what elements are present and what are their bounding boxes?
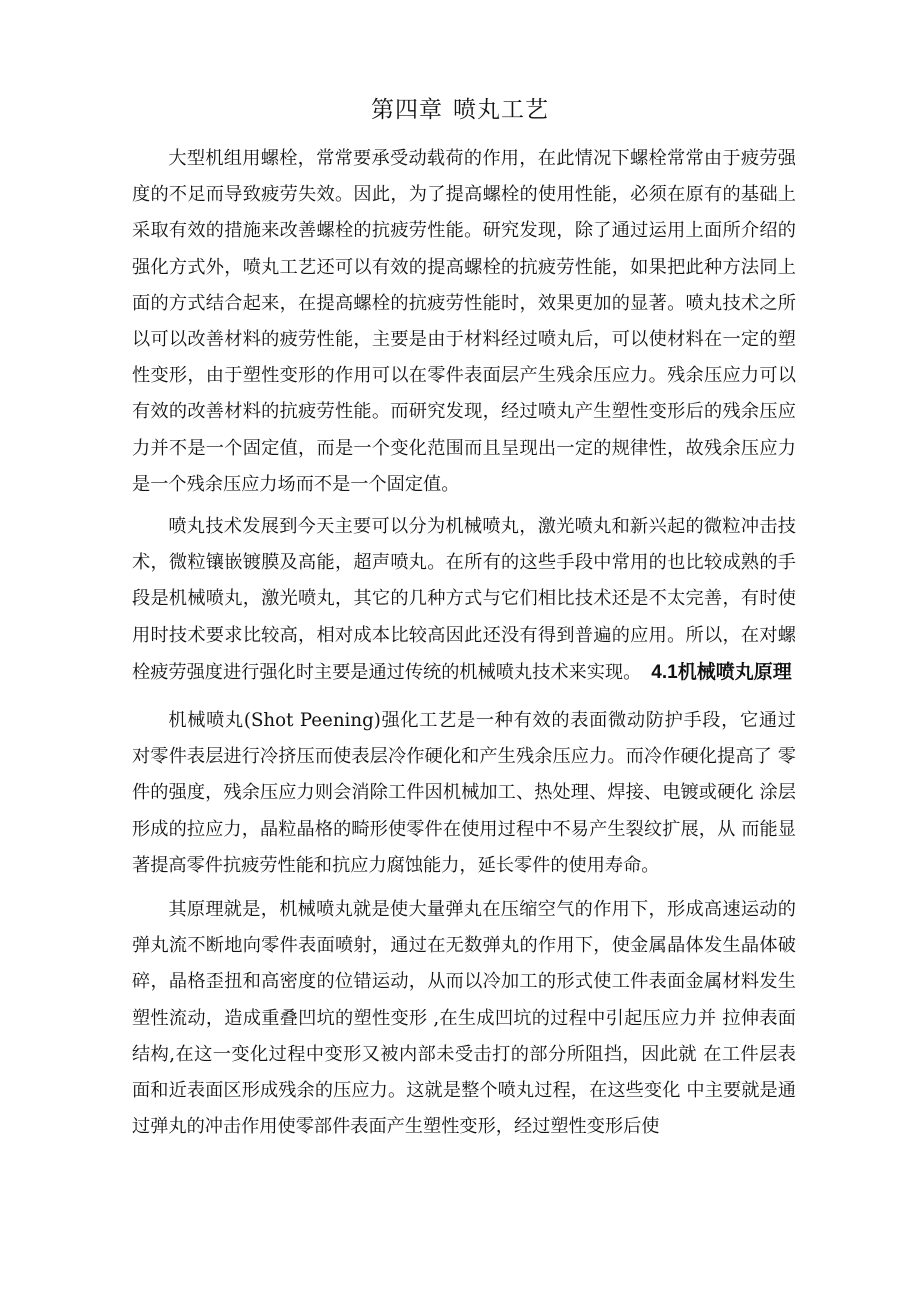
document-body xyxy=(132,141,796,1145)
section-title: 机械喷丸原理 xyxy=(677,660,792,683)
section-heading xyxy=(651,661,791,683)
paragraph-intro: 大型机组用螺栓，常常要承受动载荷的作用，在此情况下螺栓常常由于疲劳强度的不足而导致疲劳失效。因此，为了提高螺栓的使用性能，必须在原有的基础上采取有效的措施来改善螺栓的抗疲劳性能。研究发现，除了通过运用上面所介绍的强化方式外，喷丸工艺还可以有效的提高螺栓的抗疲劳性能，如果把此种方法同上面的方式结合起来，在提高螺栓的抗疲劳性能时，效果更加的显著。喷丸技术之所以可以改善材料的疲劳性能，主要是由于材料经过喷丸后，可以使材料在一定的塑性变形，由于塑性变形的作用可以在零件表面层产生残余压应力。残余压应力可以有效的改善材料的抗疲劳性能。而研究发现，经过喷丸产生塑性变形后的残余压应力并不是一个固定值，而是一个变化范围而且呈现出一定的规律性，故残余压应力是一个残余压应力场而不是一个固定值。 xyxy=(132,148,796,495)
paragraph-techniques-text: 喷丸技术发展到今天主要可以分为机械喷丸，激光喷丸和新兴起的微粒冲击技术，微粒镶嵌镀膜及高能，超声喷丸。在所有的这些手段中常用的也比较成熟的手段是机械喷丸，激光喷丸，其它的几种方式与它们相比技术还是不太完善，有时使用时技术要求比较高，相对成本比较高因此还没有得到普遍的应用。所以，在对螺栓疲劳强度进行强化时主要是通过传统的机械喷丸技术来实现。 xyxy=(132,516,796,683)
paragraph-shot-peening: 机械喷丸(Shot Peening)强化工艺是一种有效的表面微动防护手段，它通过 对零件表层进行冷挤压而使表层冷作硬化和产生残余压应力。而冷作硬化提高了 零件的强度，残余压应力则会消除工件因机械加工、热处理、焊接、电镀或硬化 涂层形成的拉应力，晶粒晶格的畸形使零件在使用过程中不易产生裂纹扩展，从 而能显著提高零件抗疲劳性能和抗应力腐蚀能力，延长零件的使用寿命。 xyxy=(132,710,796,876)
chapter-number: 第四章 xyxy=(371,97,443,123)
paragraph-techniques xyxy=(132,509,796,691)
chapter-name: 喷丸工艺 xyxy=(453,97,549,123)
section-number: 4.1 xyxy=(651,661,678,683)
chapter-title xyxy=(0,92,920,128)
paragraph-principle: 其原理就是，机械喷丸就是使大量弹丸在压缩空气的作用下，形成高速运动的弹丸流不断地向零件表面喷射，通过在无数弹丸的作用下，使金属晶体发生晶体破碎，晶格歪扭和高密度的位错运动，从而以冷加工的形式使工件表面金属材料发生塑性流动，造成重叠凹坑的塑性变形 ,在生成凹坑的过程中引起压应力并 拉伸表面结构,在这一变化过程中变形又被内部未受击打的部分所阻挡，因此就 在工件层表面和近表面区形成残余的压应力。这就是整个喷丸过程，在这些变化 中主要就是通过弹丸的冲击作用使零部件表面产生塑性变形，经过塑性变形后使 xyxy=(132,899,796,1138)
